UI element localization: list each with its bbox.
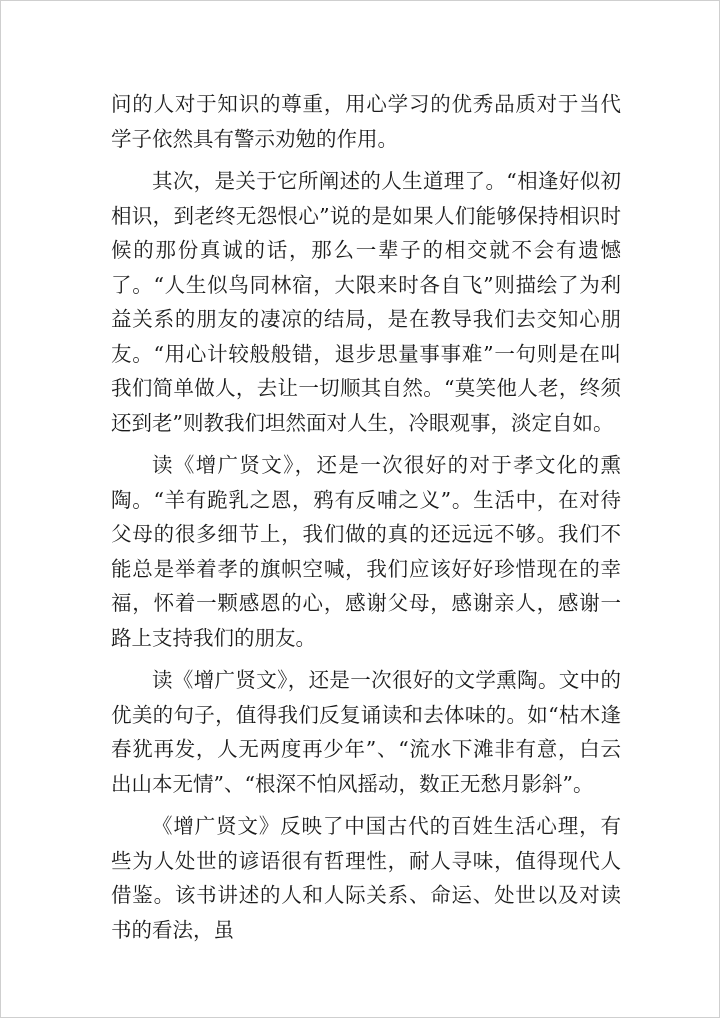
paragraph-continued: 问的人对于知识的尊重，用心学习的优秀品质对于当代学子依然具有警示劝勉的作用。	[111, 92, 621, 151]
paragraph-filial-piety: 读《增广贤文》，还是一次很好的对于孝文化的熏陶。“羊有跪乳之恩，鸦有反哺之义”。生活中，在对待父母的很多细节上，我们做的真的还远远不够。我们不能总是举着孝的旗帜空喊，我们应该好好珍惜现在的幸福，怀着一颗感恩的心，感谢父母，感谢亲人，感谢一路上支持我们的朋友。	[111, 453, 621, 650]
document-body	[111, 87, 621, 947]
paragraph-reflection: 《增广贤文》反映了中国古代的百姓生活心理，有些为人处世的谚语很有哲理性，耐人寻味，值得现代人借鉴。该书讲述的人和人际关系、命运、处世以及对读书的看法，虽	[111, 814, 621, 942]
paragraph-literary: 读《增广贤文》，还是一次很好的文学熏陶。文中的优美的句子，值得我们反复诵读和去体味的。如“枯木逢春犹再发，人无两度再少年”、“流水下滩非有意，白云出山本无情”、“根深不怕风摇动，数正无愁月影斜”。	[111, 668, 621, 796]
paragraph-life-lessons: 其次，是关于它所阐述的人生道理了。“相逢好似初相识，到老终无怨恨心”说的是如果人们能够保持相识时候的那份真诚的话，那么一辈子的相交就不会有遗憾了。“人生似鸟同林宿，大限来时各自飞”则描绘了为利益关系的朋友的凄凉的结局，是在教导我们去交知心朋友。“用心计较般般错，退步思量事事难”一句则是在叫我们简单做人，去让一切顺其自然。“莫笑他人老，终须还到老”则教我们坦然面对人生，冷眼观事，淡定自如。	[111, 169, 621, 435]
